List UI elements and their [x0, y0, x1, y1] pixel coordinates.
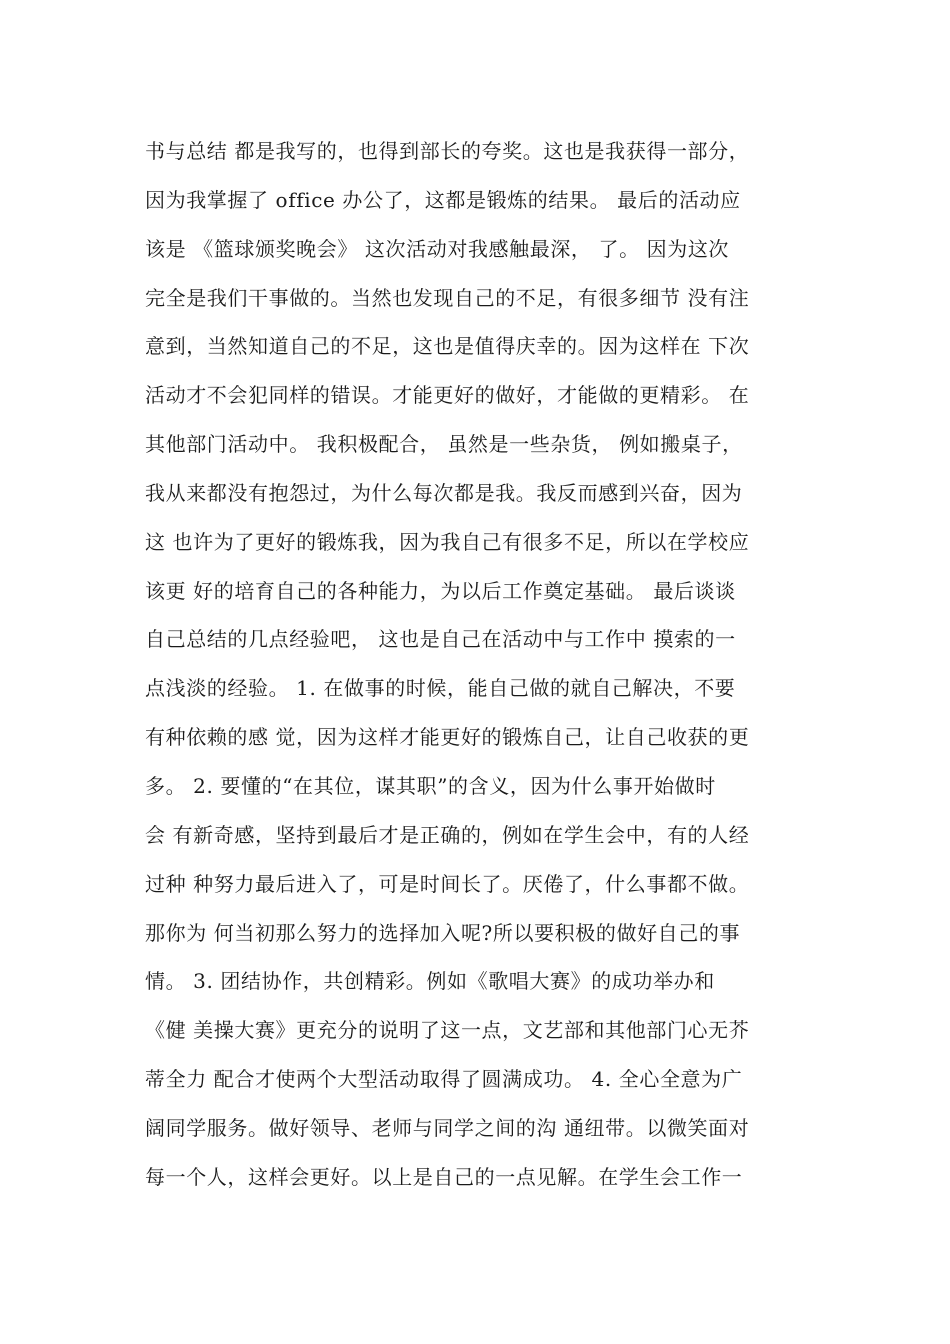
text-line: 《健 美操大赛》更充分的说明了这一点，文艺部和其他部门心无芥	[145, 1018, 750, 1043]
text-line: 其他部门活动中。 我积极配合， 虽然是一些杂货， 例如搬桌子，	[145, 432, 743, 457]
text-line: 每一个人，这样会更好。以上是自己的一点见解。在学生会工作一	[145, 1164, 743, 1189]
text-line: 意到，当然知道自己的不足，这也是值得庆幸的。因为这样在 下次	[145, 334, 750, 359]
text-line: 会 有新奇感，坚持到最后才是正确的，例如在学生会中，有的人经	[145, 822, 750, 847]
text-line: 该更 好的培育自己的各种能力，为以后工作奠定基础。 最后谈谈	[145, 578, 736, 603]
text-line: 情。 3. 团结协作，共创精彩。例如《歌唱大赛》的成功举办和	[145, 969, 715, 994]
text-line: 蒂全力 配合才使两个大型活动取得了圆满成功。 4. 全心全意为广	[145, 1067, 743, 1092]
body-text	[145, 127, 815, 1202]
text-line: 活动才不会犯同样的错误。才能更好的做好，才能做的更精彩。 在	[145, 383, 750, 408]
text-line: 有种依赖的感 觉，因为这样才能更好的锻炼自己，让自己收获的更	[145, 725, 750, 750]
text-line: 该是 《篮球颁奖晚会》 这次活动对我感触最深， 了。 因为这次	[145, 236, 730, 261]
text-line: 这 也许为了更好的锻炼我，因为我自己有很多不足，所以在学校应	[145, 529, 750, 554]
text-line: 过种 种努力最后进入了，可是时间长了。厌倦了，什么事都不做。	[145, 871, 750, 896]
text-line: 完全是我们干事做的。当然也发现自己的不足，有很多细节 没有注	[145, 285, 750, 310]
text-line: 书与总结 都是我写的，也得到部长的夸奖。这也是我获得一部分，	[145, 139, 750, 163]
text-line: 因为我掌握了 office 办公了，这都是锻炼的结果。 最后的活动应	[145, 187, 741, 212]
text-line: 点浅淡的经验。 1. 在做事的时候，能自己做的就自己解决，不要	[145, 676, 736, 701]
text-line: 那你为 何当初那么努力的选择加入呢?所以要积极的做好自己的事	[145, 920, 741, 945]
text-line: 多。 2. 要懂的“在其位，谋其职”的含义，因为什么事开始做时	[145, 773, 716, 798]
text-line: 自己总结的几点经验吧， 这也是自己在活动中与工作中 摸索的一	[145, 627, 736, 652]
text-line: 阔同学服务。做好领导、老师与同学之间的沟 通纽带。以微笑面对	[145, 1115, 750, 1140]
text-line: 我从来都没有抱怨过，为什么每次都是我。我反而感到兴奋，因为	[145, 480, 743, 505]
